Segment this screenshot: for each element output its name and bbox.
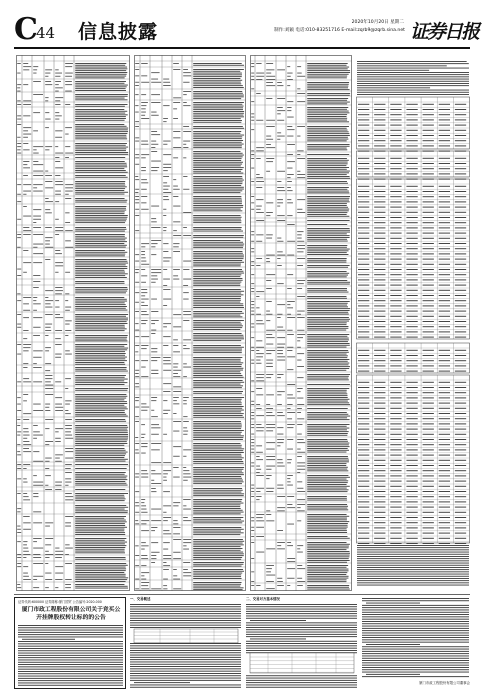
bottom-separator	[14, 594, 470, 595]
announcement-column-2	[130, 597, 242, 689]
table-column-3	[250, 55, 352, 591]
fine-print-table	[134, 55, 246, 591]
table-column-2	[134, 55, 246, 591]
fine-print-financial-tables	[356, 55, 470, 591]
announcement-column-4	[362, 597, 470, 689]
fine-print-table	[250, 55, 352, 591]
table-column-4	[356, 55, 470, 591]
section-title: 信息披露	[78, 21, 159, 43]
announcement-text-2	[130, 603, 242, 689]
table-column-1	[16, 55, 130, 591]
newspaper-logo	[408, 14, 479, 44]
announcement-column-3	[246, 597, 358, 689]
bottom-announcements	[14, 597, 470, 691]
section-heading-2: 二、交易对方基本情况	[246, 597, 280, 601]
notice-box	[14, 597, 126, 689]
section-heading-1: 一、交易概述	[130, 597, 151, 601]
header-rule	[14, 47, 470, 49]
logo-lettering: 证券日报	[410, 21, 479, 43]
notice-body-text	[18, 624, 124, 688]
announcement-text-4	[362, 597, 470, 679]
fine-print-table	[16, 55, 130, 591]
editor-line: 制作:刘颖 电话:010-83251716 E-mail:zqrb9@zqrb.sina.net	[274, 28, 405, 33]
page-number: 44	[36, 24, 56, 42]
logo-calligraphy-icon	[408, 14, 479, 44]
page-header	[14, 12, 479, 47]
notice-title: 厦门市政工程股份有限公司关于竞买公开挂牌股权转让标的的公告	[21, 607, 121, 621]
section-letter: C	[14, 12, 38, 47]
notice-code-line: 证券代码:600000 证券简称:厦门国贸 公告编号:2020-000	[18, 600, 102, 604]
announcement-text-3	[246, 603, 358, 689]
date-line: 2020年10月20日 星期二	[351, 20, 404, 25]
board-signature: 厦门市政工程股份有限公司董事会	[419, 681, 470, 685]
